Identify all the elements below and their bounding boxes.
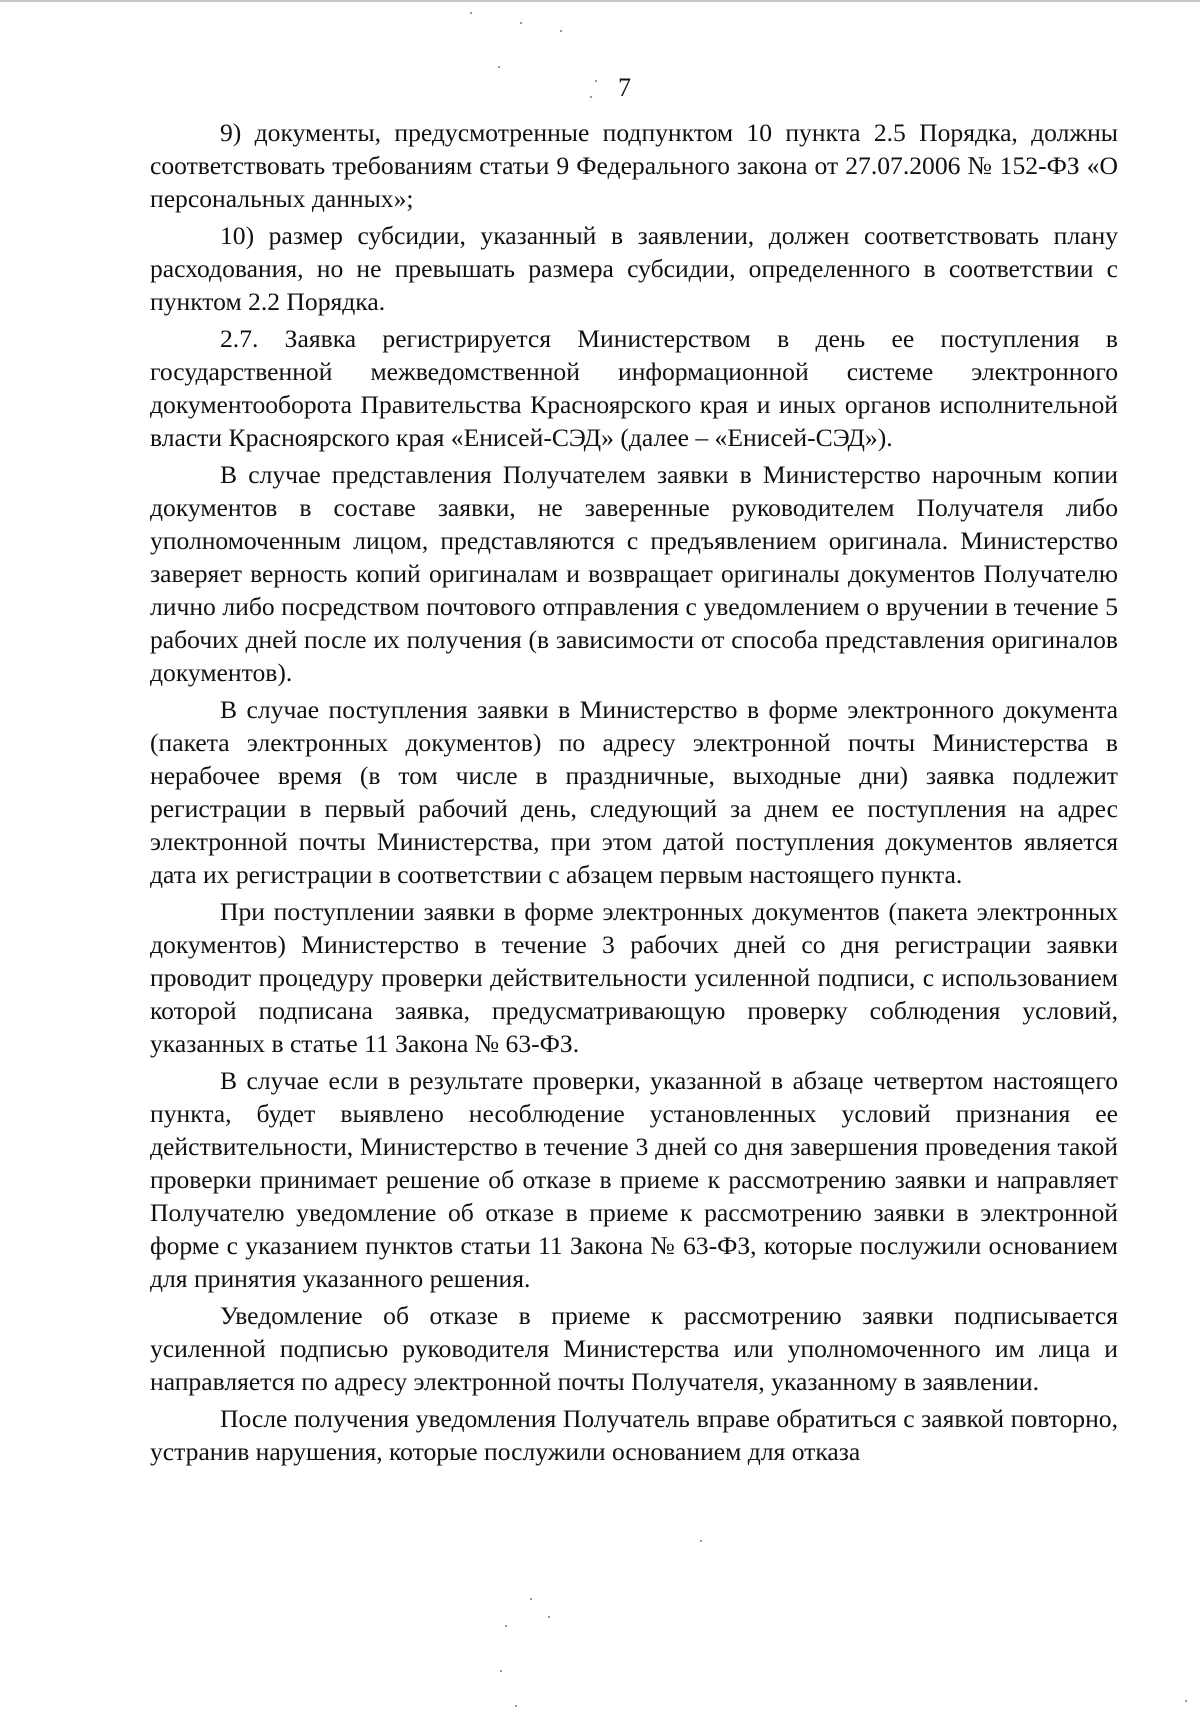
- paragraph-resubmission: После получения уведомления Получатель вправе обратиться с заявкой повторно, устранив нарушения, которые послужили основанием для отказа: [150, 1404, 1118, 1466]
- paragraph-signature-check: При поступлении заявки в форме электронных документов (пакета электронных документов) Министерство в течение 3 рабочих дней со дня регистрации заявки проводит процедуру проверки действительности усиленной подписи, с использованием которой подписана заявка, предусматривающую проверку соблюдения условий, указанных в статье 11 Закона № 63-ФЗ.: [150, 897, 1118, 1058]
- scan-speck: [700, 1540, 702, 1542]
- paragraph-item-9: 9) документы, предусмотренные подпунктом 10 пункта 2.5 Порядка, должны соответствовать требованиям статьи 9 Федерального закона от 27.07.2006 № 152-ФЗ «О персональных данных»;: [150, 118, 1118, 213]
- scan-speck: [520, 22, 522, 24]
- scan-speck: [500, 1670, 502, 1672]
- page-number: 7: [618, 73, 631, 102]
- scan-speck: [498, 66, 500, 68]
- scan-speck: [515, 1705, 517, 1707]
- scan-speck: [548, 1616, 550, 1618]
- paragraph-hand-delivery: В случае представления Получателем заявки в Министерство нарочным копии документов в составе заявки, не заверенные руководителем Получателя либо уполномоченным лицом, представляются с предъявлением оригинала. Министерство заверяет верность копий оригиналам и возвращает оригиналы документов Получателю лично либо посредством почтового отправления с уведомлением о вручении в течение 5 рабочих дней после их получения (в зависимости от способа представления оригиналов документов).: [150, 460, 1118, 687]
- document-body: [150, 116, 1118, 1472]
- paragraph-2-7: 2.7. Заявка регистрируется Министерством в день ее поступления в государственной межведомственной информационной системе электронного документооборота Правительства Красноярского края и иных органов исполнительной власти Красноярского края «Енисей-СЭД» (далее – «Енисей-СЭД»).: [150, 324, 1118, 452]
- scan-speck: [1185, 1700, 1187, 1702]
- paragraph-item-10: 10) размер субсидии, указанный в заявлении, должен соответствовать плану расходования, но не превышать размера субсидии, определенного в соответствии с пунктом 2.2 Порядка.: [150, 221, 1118, 316]
- scan-speck: [595, 80, 597, 82]
- paragraph-refusal-notice: Уведомление об отказе в приеме к рассмотрению заявки подписывается усиленной подписью руководителя Министерства или уполномоченного им лица и направляется по адресу электронной почты Получателя, указанному в заявлении.: [150, 1301, 1118, 1396]
- scan-speck: [505, 1625, 507, 1627]
- paragraph-email-nonworking-time: В случае поступления заявки в Министерство в форме электронного документа (пакета электронных документов) по адресу электронной почты Министерства в нерабочее время (в том числе в праздничные, выходные дни) заявка подлежит регистрации в первый рабочий день, следующий за днем ее поступления на адрес электронной почты Министерства, при этом датой поступления документов является дата их регистрации в соответствии с абзацем первым настоящего пункта.: [150, 695, 1118, 889]
- scan-speck: [560, 30, 562, 32]
- scan-top-edge: [0, 0, 1200, 2]
- scan-speck: [470, 12, 472, 14]
- paragraph-refusal-decision: В случае если в результате проверки, указанной в абзаце четвертом настоящего пункта, будет выявлено несоблюдение установленных условий признания ее действительности, Министерство в течение 3 дней со дня завершения проведения такой проверки принимает решение об отказе в приеме к рассмотрению заявки и направляет Получателю уведомление об отказе в приеме к рассмотрению заявки в электронной форме с указанием пунктов статьи 11 Закона № 63-ФЗ, которые послужили основанием для принятия указанного решения.: [150, 1066, 1118, 1293]
- scan-speck: [530, 1598, 532, 1600]
- scan-speck: [590, 96, 592, 98]
